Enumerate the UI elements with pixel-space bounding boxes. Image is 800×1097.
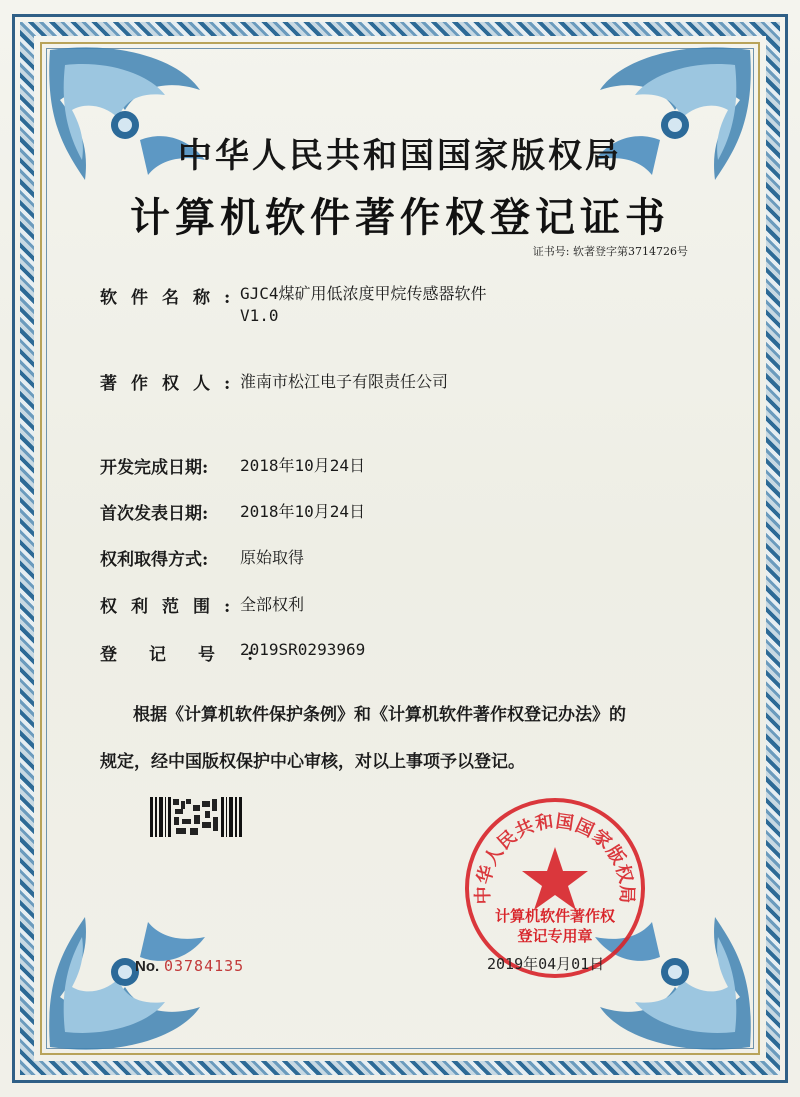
field-value: 原始取得 [240, 548, 305, 567]
seal-text-line1: 计算机软件著作权 [494, 907, 615, 925]
issue-date: 2019年04月01日 [487, 955, 605, 973]
field-reg-no [100, 640, 365, 665]
certificate-title: 计算机软件著作权登记证书 [130, 194, 670, 241]
field-label: 权利取得方式: [100, 550, 209, 570]
serial-label: No. [135, 958, 160, 975]
seal-arc-text: 中华人民共和国国家版权局 [472, 811, 638, 905]
field-value: 2019SR0293969 [240, 640, 366, 659]
software-name-line1: GJC4煤矿用低浓度甲烷传感器软件 [240, 284, 487, 303]
cert-no-label: 证书号: [532, 245, 570, 258]
field-pub-date [100, 499, 365, 524]
cert-no-value: 软著登字第3714726号 [573, 245, 688, 258]
field-software-name [100, 283, 487, 327]
body-line2: 规定，经中国版权保护中心审核，对以上事项予以登记。 [100, 752, 525, 772]
field-label: 开发完成日期: [100, 458, 209, 478]
serial-number [135, 957, 244, 975]
field-scope [100, 592, 304, 617]
field-value: 2018年10月24日 [240, 502, 366, 521]
field-label: 首次发表日期: [100, 504, 209, 524]
field-acquisition [100, 545, 304, 570]
field-value: 淮南市松江电子有限责任公司 [240, 372, 449, 391]
body-line1: 根据《计算机软件保护条例》和《计算机软件著作权登记办法》的 [133, 705, 626, 725]
issuer-title: 中华人民共和国国家版权局 [178, 136, 622, 176]
seal-text-line2: 登记专用章 [517, 927, 593, 945]
certificate-number [533, 243, 688, 259]
field-dev-date [100, 453, 365, 478]
field-label: 软件名称: [100, 288, 245, 308]
field-value [240, 283, 487, 327]
field-label: 著作权人: [100, 374, 245, 394]
field-value: 2018年10月24日 [240, 456, 366, 475]
serial-value: 03784135 [163, 957, 245, 975]
software-name-line2: V1.0 [240, 306, 279, 325]
field-value: 全部权利 [240, 595, 305, 614]
barcode-icon [150, 797, 245, 837]
field-copyright-owner [100, 369, 448, 394]
field-label: 登记号: [100, 645, 286, 665]
field-label: 权利范围: [100, 597, 245, 617]
